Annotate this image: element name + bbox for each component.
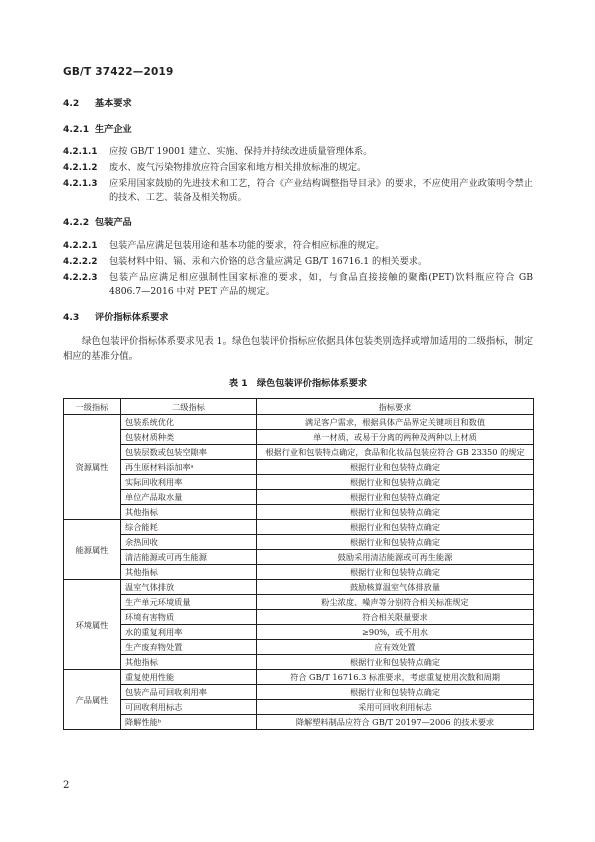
first-level-indicator: 环境属性: [64, 580, 121, 670]
section-number: 4.2.2: [63, 217, 90, 228]
table-row: [64, 625, 534, 640]
section-number: 4.2.1: [63, 124, 90, 135]
clause-number: 4.2.1.1: [63, 147, 98, 157]
table-row: [64, 475, 534, 490]
second-level-indicator: 包装产品可回收利用率: [121, 685, 257, 700]
second-level-indicator: 其他指标: [121, 655, 257, 670]
table-row: [64, 460, 534, 475]
clause-number: 4.2.2.1: [63, 241, 98, 251]
section-4-2-1-heading: [63, 123, 533, 137]
indicator-requirement: 符合相关限量要求: [257, 610, 534, 625]
second-level-indicator: 实际回收利用率: [121, 475, 257, 490]
table-row: [64, 640, 534, 655]
second-level-indicator: 生产废弃物处置: [121, 640, 257, 655]
section-4-2-heading: [63, 97, 533, 111]
second-level-indicator: 余热回收: [121, 535, 257, 550]
clause-text: 包装产品应满足相应强制性国家标准的要求，如，与食品直接接触的聚酯(PET)饮料瓶应符合 GB 4806.7—2016 中对 PET 产品的规定。: [109, 272, 533, 297]
second-level-indicator: 温室气体排放: [121, 580, 257, 595]
indicator-requirement: 根据行业和包装特点确定: [257, 685, 534, 700]
page-number: 2: [63, 780, 70, 791]
table-row: [64, 415, 534, 430]
first-level-indicator: 产品属性: [64, 670, 121, 730]
section-4-3-heading: [63, 311, 533, 325]
second-level-indicator: 包装层数或包装空隙率: [121, 445, 257, 460]
clause-4-2-2-2: [63, 255, 533, 269]
indicator-requirement: 鼓励采用清洁能源或可再生能源: [257, 550, 534, 565]
section-number: 4.3: [63, 312, 80, 323]
section-title: 生产企业: [95, 124, 132, 135]
indicator-requirement: 根据行业和包装特点确定，食品和化妆品包装应符合 GB 23350 的规定: [257, 445, 534, 460]
table-row: [64, 670, 534, 685]
section-number: 4.2: [63, 98, 80, 109]
table-row: [64, 655, 534, 670]
indicator-table: [63, 398, 534, 730]
indicator-requirement: 降解塑料制品应符合 GB/T 20197—2006 的技术要求: [257, 715, 534, 730]
column-header: 二级指标: [121, 399, 257, 415]
table-row: [64, 490, 534, 505]
indicator-requirement: ≥90%，或不用水: [257, 625, 534, 640]
second-level-indicator: 生产单元环境质量: [121, 595, 257, 610]
indicator-requirement: 根据行业和包装特点确定: [257, 565, 534, 580]
second-level-indicator: 其他指标: [121, 505, 257, 520]
section-4-3-paragraph: 绿色包装评价指标体系要求见表 1。绿色包装评价指标应依据具体包装类别选择或增加适用的二级指标，制定相应的基准分值。: [63, 336, 533, 362]
table-row: [64, 595, 534, 610]
indicator-requirement: 根据行业和包装特点确定: [257, 655, 534, 670]
section-title: 评价指标体系要求: [95, 312, 169, 323]
clause-text: 应采用国家鼓励的先进技术和工艺，符合《产业结构调整指导目录》的要求，不应使用产业政策明令禁止的技术、工艺、装备及相关物质。: [109, 178, 533, 203]
indicator-requirement: 根据行业和包装特点确定: [257, 475, 534, 490]
indicator-requirement: 采用可回收利用标志: [257, 700, 534, 715]
table-row: [64, 700, 534, 715]
indicator-requirement: 根据行业和包装特点确定: [257, 505, 534, 520]
clause-4-2-1-2: [63, 161, 533, 175]
second-level-indicator: 清洁能源或可再生能源: [121, 550, 257, 565]
column-header: 指标要求: [257, 399, 534, 415]
clause-text: 废水、废气污染物排放应符合国家和地方相关排放标准的规定。: [109, 162, 367, 173]
indicator-requirement: 根据行业和包装特点确定: [257, 460, 534, 475]
column-header: 一级指标: [64, 399, 121, 415]
clause-number: 4.2.2.3: [63, 273, 98, 283]
second-level-indicator: 单位产品取水量: [121, 490, 257, 505]
indicator-requirement: 根据行业和包装特点确定: [257, 535, 534, 550]
second-level-indicator: 重复使用性能: [121, 670, 257, 685]
section-4-2-2-heading: [63, 216, 533, 230]
clause-4-2-1-1: [63, 145, 533, 159]
second-level-indicator: 其他指标: [121, 565, 257, 580]
second-level-indicator: 综合能耗: [121, 520, 257, 535]
section-title: 基本要求: [95, 98, 132, 109]
table-caption: 表 1 绿色包装评价指标体系要求: [228, 378, 368, 389]
indicator-requirement: 符合 GB/T 16716.3 标准要求，考虑重复使用次数和周期: [257, 670, 534, 685]
table-row: [64, 715, 534, 730]
table-row: [64, 550, 534, 565]
clause-text: 应按 GB/T 19001 建立、实施、保持并持续改进质量管理体系。: [109, 146, 373, 157]
clause-text: 包装材料中铅、镉、汞和六价铬的总含量应满足 GB/T 16716.1 的相关要求。: [109, 256, 428, 267]
clause-number: 4.2.1.2: [63, 163, 98, 173]
section-title: 包装产品: [95, 217, 132, 228]
indicator-requirement: 鼓励核算温室气体排放量: [257, 580, 534, 595]
clause-number: 4.2.1.3: [63, 179, 98, 189]
table-row: [64, 580, 534, 595]
first-level-indicator: 资源属性: [64, 415, 121, 520]
clauses-4-2-1: [63, 145, 533, 205]
table-row: [64, 520, 534, 535]
standard-number-header: GB/T 37422—2019: [63, 66, 174, 78]
indicator-requirement: 满足客户需求，根据具体产品界定关键项目和数值: [257, 415, 534, 430]
clause-text: 包装产品应满足包装用途和基本功能的要求，符合相应标准的规定。: [109, 240, 385, 251]
table-row: [64, 505, 534, 520]
clause-4-2-2-3: [63, 271, 533, 299]
second-level-indicator: 包装材质种类: [121, 430, 257, 445]
indicator-requirement: 粉尘浓度、噪声等分别符合相关标准规定: [257, 595, 534, 610]
table-row: [64, 430, 534, 445]
table-row: [64, 565, 534, 580]
clause-4-2-2-1: [63, 239, 533, 253]
table-row: [64, 535, 534, 550]
clause-number: 4.2.2.2: [63, 257, 98, 267]
second-level-indicator: 环境有害物质: [121, 610, 257, 625]
second-level-indicator: 可回收利用标志: [121, 700, 257, 715]
first-level-indicator: 能源属性: [64, 520, 121, 580]
clause-4-2-1-3: [63, 177, 533, 205]
table-row: [64, 685, 534, 700]
clauses-4-2-2: [63, 239, 533, 299]
second-level-indicator: 水的重复利用率: [121, 625, 257, 640]
indicator-requirement: 应有效处置: [257, 640, 534, 655]
table-row: [64, 610, 534, 625]
second-level-indicator: 降解性能ᵇ: [121, 715, 257, 730]
second-level-indicator: 包装系统优化: [121, 415, 257, 430]
table-row: [64, 445, 534, 460]
table-header-row: [64, 399, 534, 415]
indicator-requirement: 根据行业和包装特点确定: [257, 490, 534, 505]
indicator-requirement: 单一材质，或易于分离的两种及两种以上材质: [257, 430, 534, 445]
indicator-requirement: 根据行业和包装特点确定: [257, 520, 534, 535]
second-level-indicator: 再生原材料添加率ᵃ: [121, 460, 257, 475]
